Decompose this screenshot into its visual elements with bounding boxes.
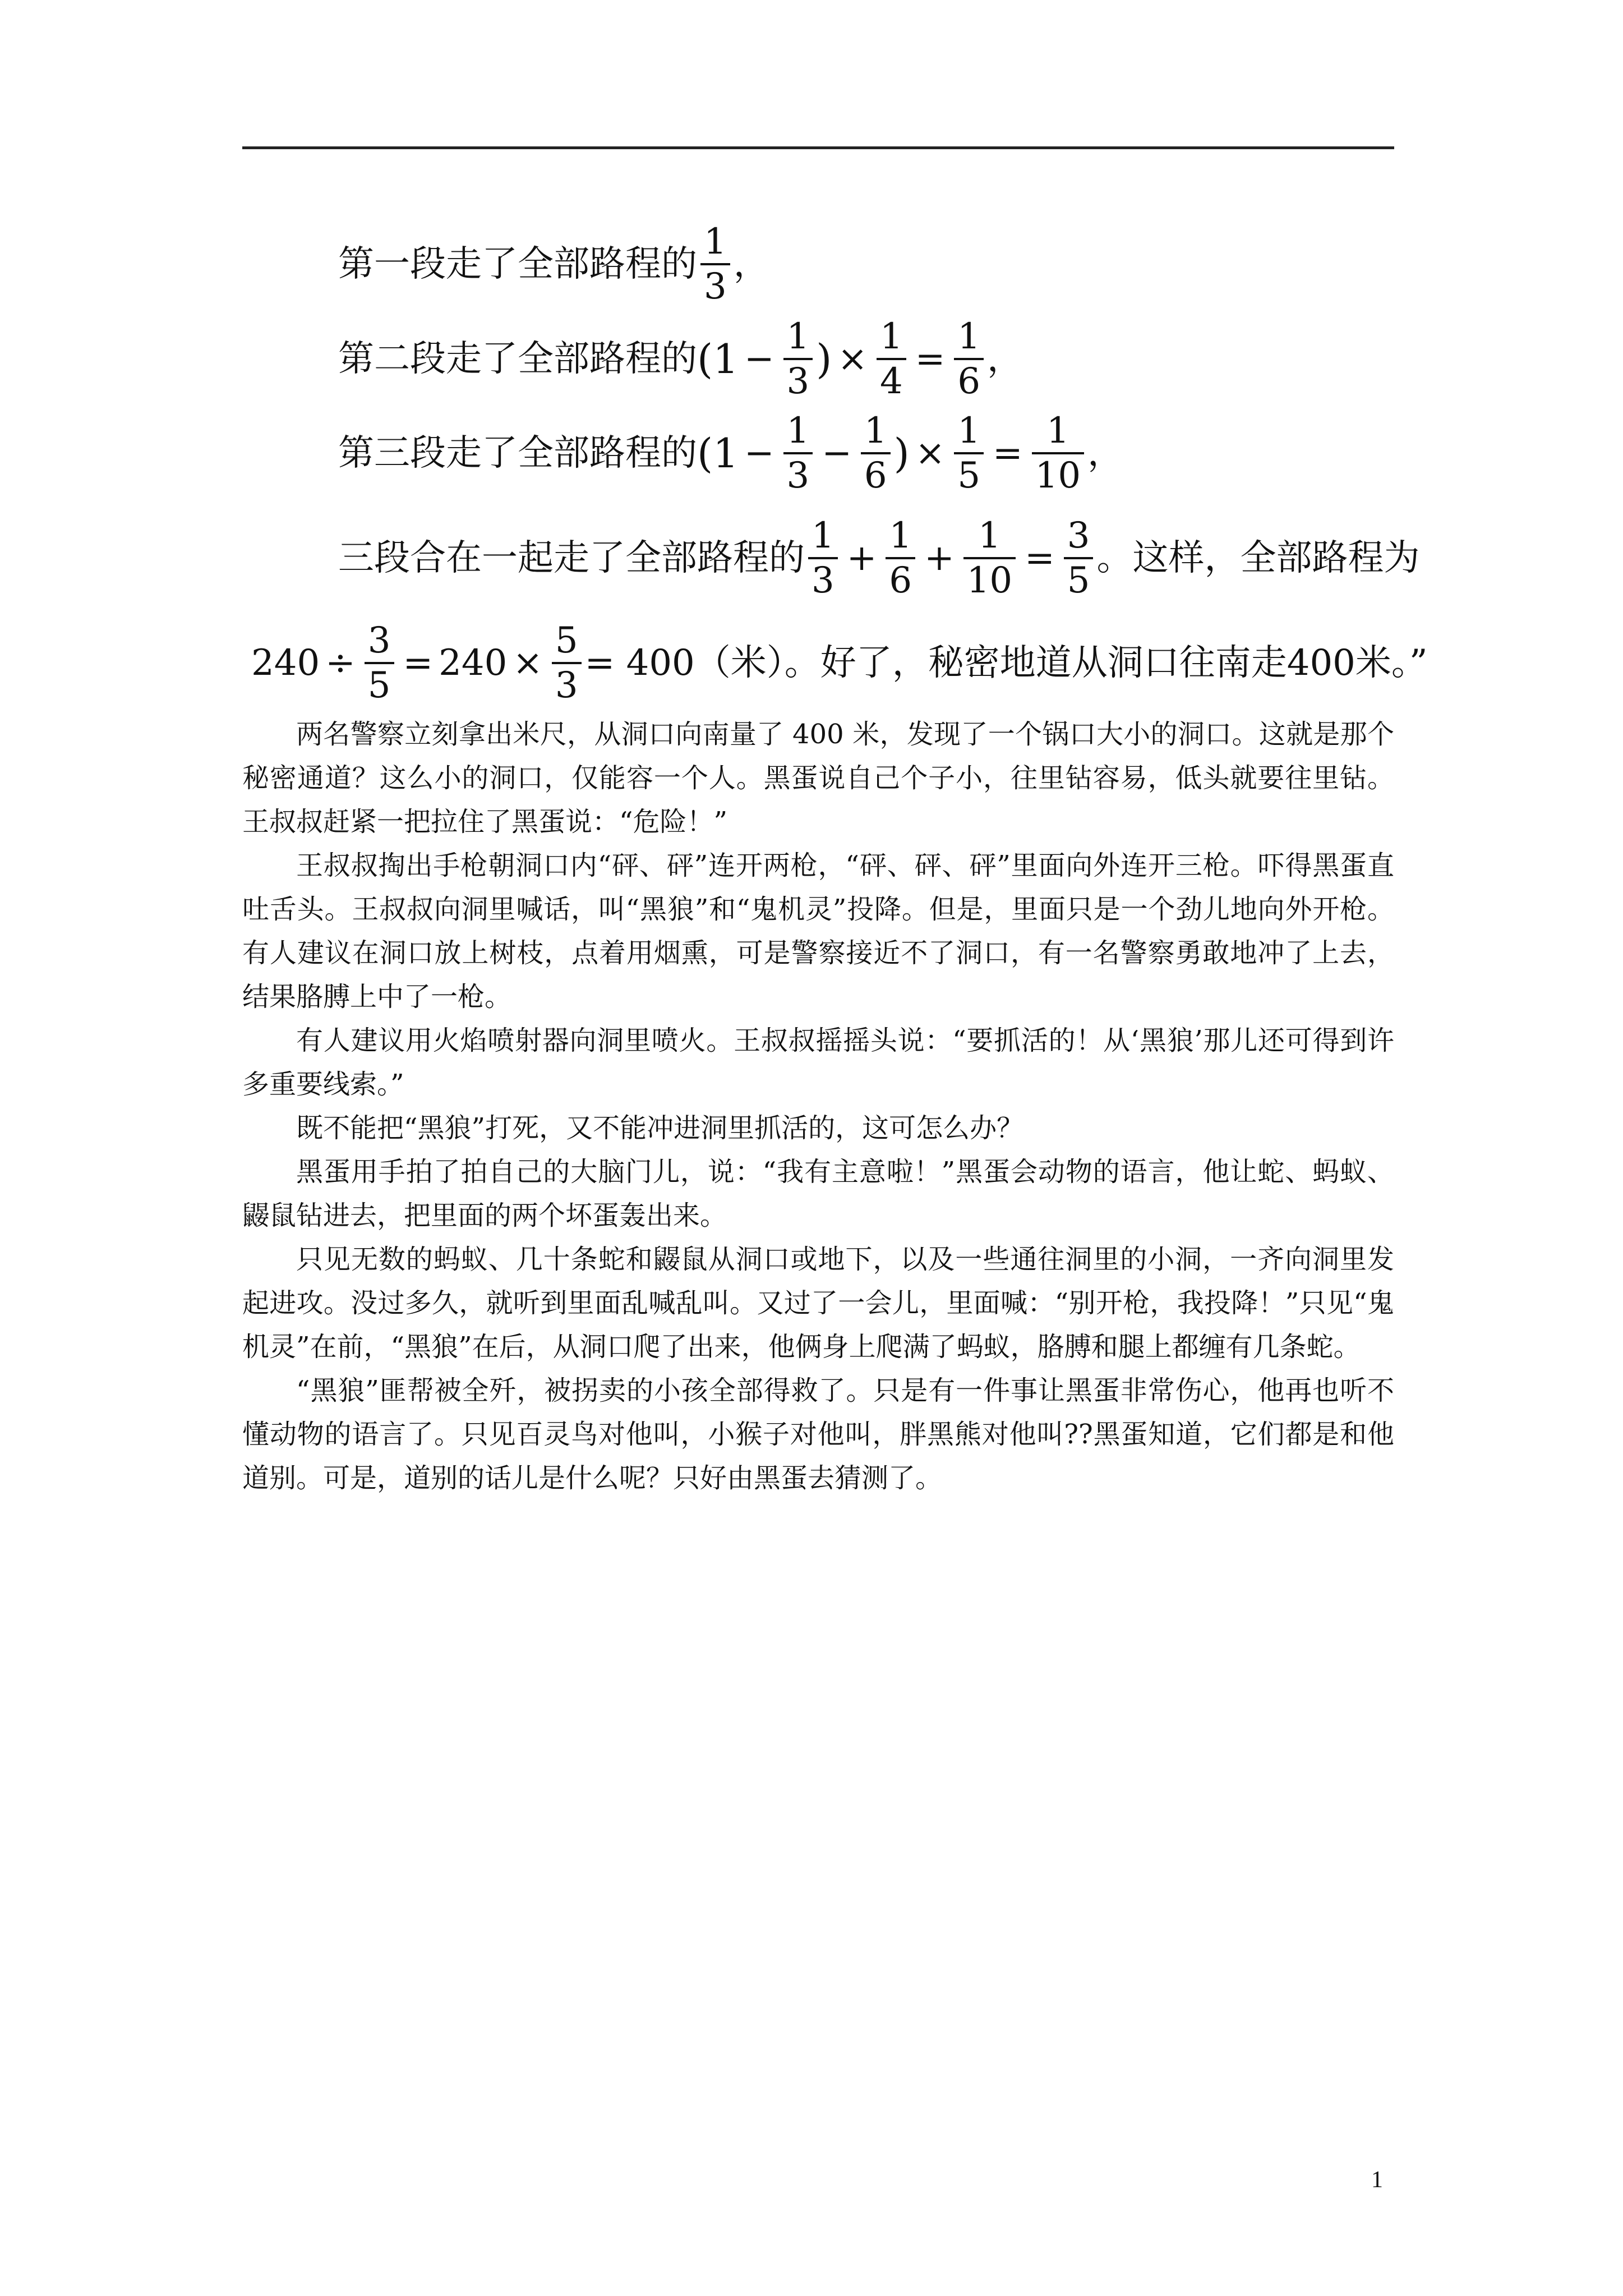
math-line-5: 240 ÷ $\frac{3}{5}$ = 240 × $\frac{5}{3}$ = 400（米）。好了，秘密地道从洞口往南走400米。”: [251, 620, 1428, 706]
math-punct: ，: [987, 338, 1023, 380]
fraction: $\frac{1}{6}$: [886, 518, 915, 599]
fraction: $\frac{1}{10}$: [1032, 413, 1084, 494]
fraction: $\frac{1}{6}$: [954, 319, 984, 399]
fraction: $\frac{3}{5}$: [1064, 518, 1094, 599]
fraction: $\frac{5}{3}$: [552, 623, 582, 703]
paragraph: “黑狼”匪帮被全歼，被拐卖的小孩全部得救了。只是有一件事让黑蛋非常伤心，他再也听不懂动物的语言了。只见百灵鸟对他叫，小猴子对他叫，胖黑熊对他叫??黑蛋知道，它们都是和他道别。可是，道别的话儿是什么呢？只好由黑蛋去猜测了。: [242, 1375, 1394, 1494]
math-text: 第二段走了全部路程的: [338, 338, 697, 380]
math-line-4: 三段合在一起走了全部路程的 $\frac{1}{3}$ + $\frac{1}{6}$ + $\frac{1}{10}$ = $\frac{3}{5}$ 。这样，全部路程为: [338, 515, 1420, 601]
math-text: 。这样，全部路程为: [1096, 537, 1420, 579]
paragraph: 两名警察立刻拿出米尺，从洞口向南量了 400 米，发现了一个锅口大小的洞口。这就是那个秘密通道？这么小的洞口，仅能容一个人。黑蛋说自己个子小，往里钻容易，低头就要往里钻。王叔叔赶紧一把拉住了黑蛋说：“危险！”: [242, 719, 1394, 838]
math-text: 第三段走了全部路程的: [338, 432, 697, 474]
header-rule: [242, 146, 1394, 149]
paragraph: 王叔叔掏出手枪朝洞口内“砰、砰”连开两枪，“砰、砰、砰”里面向外连开三枪。吓得黑蛋直吐舌头。王叔叔向洞里喊话，叫“黑狼”和“鬼机灵”投降。但是，里面只是一个劲儿地向外开枪。有人建议在洞口放上树枝，点着用烟熏，可是警察接近不了洞口，有一名警察勇敢地冲了上去，结果胳膊上中了一枪。: [242, 850, 1394, 1013]
page-number: 1: [1371, 2167, 1383, 2193]
math-line-2: 第二段走了全部路程的 (1 − $\frac{1}{3}$ ) × $\frac{1}{4}$ = $\frac{1}{6}$ ，: [338, 316, 1023, 402]
story-body: [242, 712, 1394, 1500]
paragraph: 有人建议用火焰喷射器向洞里喷火。王叔叔摇摇头说：“要抓活的！从‘黑狼’那儿还可得到许多重要线索。”: [242, 1025, 1394, 1100]
fraction: $\frac{1}{5}$: [954, 413, 984, 494]
fraction: $\frac{3}{5}$: [365, 623, 394, 703]
paragraph: 只见无数的蚂蚁、几十条蛇和鼹鼠从洞口或地下，以及一些通往洞里的小洞，一齐向洞里发起进攻。没过多久，就听到里面乱喊乱叫。又过了一会儿，里面喊：“别开枪，我投降！”只见“鬼机灵”在前，“黑狼”在后，从洞口爬了出来，他俩身上爬满了蚂蚁，胳膊和腿上都缠有几条蛇。: [242, 1244, 1394, 1363]
fraction: $\frac{1}{3}$: [808, 518, 838, 599]
math-text: 三段合在一起走了全部路程的: [338, 537, 805, 579]
fraction: $\frac{1}{10}$: [963, 518, 1016, 599]
math-text: 第一段走了全部路程的: [338, 243, 697, 285]
math-punct: ，: [1087, 432, 1124, 474]
math-line-1: [0, 222, 1623, 306]
fraction: $\frac{1}{3}$: [783, 319, 813, 399]
fraction: $\frac{1}{3}$: [783, 413, 813, 494]
fraction: $\frac{1}{6}$: [861, 413, 891, 494]
math-punct: ，: [733, 243, 769, 285]
paragraph: 既不能把“黑狼”打死，又不能冲进洞里抓活的，这可怎么办？: [296, 1112, 1024, 1144]
math-text: = 400（米）。好了，秘密地道从洞口往南走400米。”: [584, 642, 1428, 684]
fraction: $\frac{1}{4}$: [877, 319, 906, 399]
fraction: $\frac{1}{3}$: [700, 224, 730, 305]
math-line-3: 第三段走了全部路程的 (1 − $\frac{1}{3}$ − $\frac{1}{6}$ ) × $\frac{1}{5}$ = $\frac{1}{10}$ ，: [338, 410, 1124, 496]
paragraph: 黑蛋用手拍了拍自己的大脑门儿，说：“我有主意啦！”黑蛋会动物的语言，他让蛇、蚂蚁、鼹鼠钻进去，把里面的两个坏蛋轰出来。: [242, 1156, 1394, 1231]
